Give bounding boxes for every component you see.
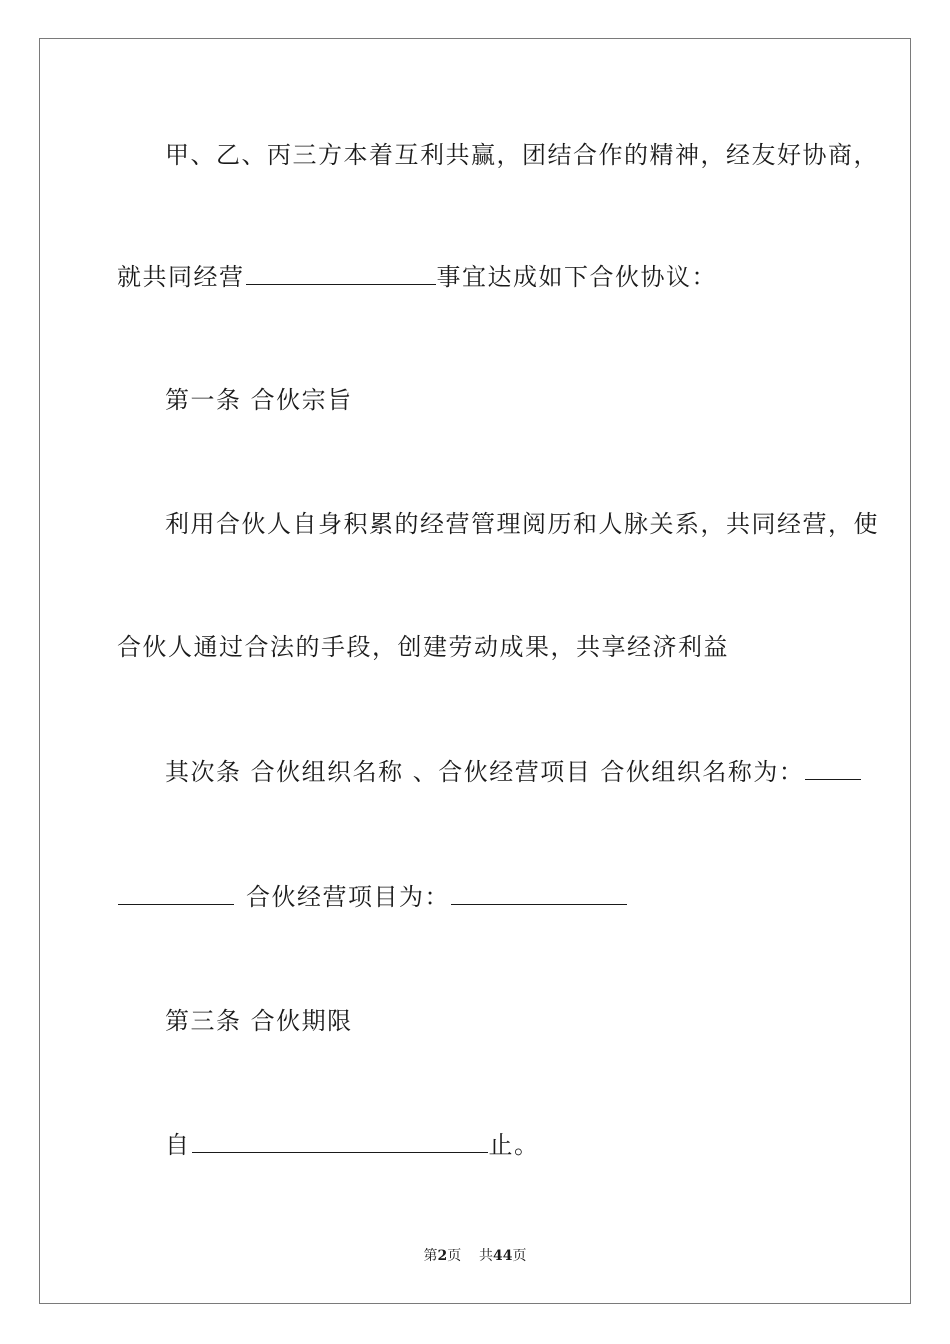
article-1-text-cont: 合伙人通过合法的手段，创建劳动成果，共享经济利益 bbox=[117, 633, 729, 661]
intro-text: 甲、乙、丙三方本着互利共赢，团结合作的精神，经友好协商， bbox=[165, 141, 879, 169]
page-suffix: 页 bbox=[447, 1248, 462, 1264]
term-to-label: 止。 bbox=[488, 1131, 540, 1159]
article-1-body-line-1 bbox=[165, 509, 879, 539]
project-label: 合伙经营项目为： bbox=[246, 883, 450, 911]
page-footer bbox=[0, 1247, 950, 1265]
page-prefix: 第 bbox=[423, 1248, 438, 1264]
project-blank-field[interactable] bbox=[451, 882, 627, 905]
article-2-title: 其次条 合伙组织名称 、合伙经营项目 合伙组织名称为： bbox=[165, 758, 805, 786]
total-suffix: 页 bbox=[512, 1248, 527, 1264]
article-2-body-line bbox=[117, 882, 628, 912]
article-3-body-line bbox=[165, 1130, 540, 1160]
article-2-heading bbox=[165, 757, 862, 787]
article-3-heading bbox=[165, 1006, 353, 1036]
article-1-heading bbox=[165, 385, 353, 415]
total-prefix: 共 bbox=[479, 1248, 494, 1264]
term-blank-field[interactable] bbox=[192, 1130, 488, 1153]
org-name-blank-field-cont[interactable] bbox=[118, 882, 234, 905]
intro-text-before-blank: 就共同经营 bbox=[117, 263, 245, 291]
paragraph-intro-line-1 bbox=[165, 140, 879, 170]
intro-text-after-blank: 事宜达成如下合伙协议： bbox=[436, 263, 717, 291]
page-border bbox=[39, 38, 911, 1304]
article-3-title: 第三条 合伙期限 bbox=[165, 1007, 353, 1035]
term-from-label: 自 bbox=[165, 1131, 191, 1159]
business-blank-field[interactable] bbox=[246, 262, 436, 285]
article-1-title: 第一条 合伙宗旨 bbox=[165, 386, 353, 414]
article-1-text: 利用合伙人自身积累的经营管理阅历和人脉关系，共同经营，使 bbox=[165, 510, 879, 538]
page-number: 2 bbox=[437, 1248, 448, 1264]
paragraph-intro-line-2 bbox=[117, 262, 717, 292]
org-name-blank-field[interactable] bbox=[805, 757, 861, 780]
total-pages: 44 bbox=[493, 1248, 513, 1264]
article-1-body-line-2 bbox=[117, 632, 729, 662]
